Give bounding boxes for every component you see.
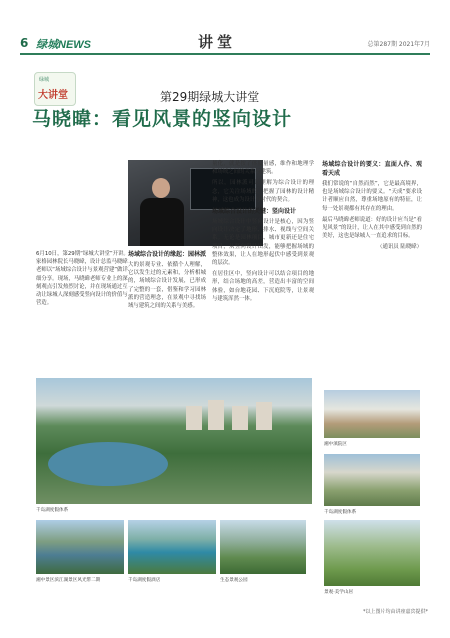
lake-shape xyxy=(48,442,168,486)
caption-i6: 生态景观公园 xyxy=(220,578,248,583)
issue-info: 总第287期 2021年7月 xyxy=(367,41,430,48)
column-a-text: 大的景观专业、依循个人理解，它以发生过的元素和，分析相城的，场域综合设计发展，已形成了完整的一套，借鉴和学习园林派的营造理念，在景观中寻找场域与建筑之间的关系与美感。 xyxy=(128,262,206,310)
author-signature: （通讯员 陆晓暐） xyxy=(377,244,422,251)
brand-logo: 绿城NEWS xyxy=(36,39,91,51)
column-c-p2: 最后马晓暐老师说道：好的设计应当是“看见风景”的设计，让人在其中感受到自然的美好，这也是绿城人一直追求的目标。 xyxy=(322,216,422,240)
page-header xyxy=(0,0,450,56)
mountain-retreat-image xyxy=(324,520,420,586)
caption-i4: 湘中景区滨江湖景区风光带二期 xyxy=(36,578,101,583)
column-b-p4: 在居住区中，竖向设计可以结合项目的地形，结合场地的高差，营造出丰富的空间体验，如台地花园、下沉庭院等，让景观与建筑浑然一体。 xyxy=(212,271,314,302)
building-shape xyxy=(208,400,224,430)
column-b-p3: 场域综合设计中竖向设计是核心，因为竖向设计决定了地形、排水、视线与空间关系。无论是园林项目、城市更新还是住宅项目，从竖向设计出发，能够把握场域的整体效果，让人在地形起伏中感受到景观的层次。 xyxy=(212,219,314,267)
speaker-head xyxy=(152,178,170,198)
column-a xyxy=(128,250,206,313)
column-b-heading: 场域综合设计的关键：竖向设计 xyxy=(212,208,297,216)
article-title: 马晓暐：看见风景的竖向设计 xyxy=(32,108,293,130)
photo-credit-footer: *以上图片均由讲座嘉宾提供* xyxy=(362,609,428,615)
lecture-logo xyxy=(34,72,76,106)
caption-i1: 千岛湖度假体系 xyxy=(36,508,69,513)
logo-small-text: 绿城 xyxy=(39,77,50,83)
section-title: 讲堂 xyxy=(198,33,237,51)
column-c xyxy=(322,160,422,255)
header-rule xyxy=(20,53,430,55)
building-shape xyxy=(232,406,248,430)
column-c-p1: 我们常说的“自然而然”，它是最高境界，也是场域综合设计的要义。“天成”要求设计者顺应自然，尊重场地原有的特征，让每一处景观都有其存在的理由。 xyxy=(322,181,422,212)
caption-i3: 千岛湖度假体系 xyxy=(324,510,357,515)
page-number: 6 xyxy=(20,36,29,50)
column-b-p1: 量化，就是按了体度量感，维作和地理学和场域之间的关系与建筑。 xyxy=(212,161,314,176)
column-b-p2: 所以，园林派可以理解为综合设计的理念，它关注场域的，把握了园林的设计精神，这也成为设计与时代的契合。 xyxy=(212,180,314,203)
column-b xyxy=(212,160,314,306)
campus-image xyxy=(324,390,420,438)
caption-i2: 湘中滇院区 xyxy=(324,442,347,447)
intro-paragraph: 6月10日，第29期“绿城大讲堂”开讲。家格园林院长马晓暐，设计总监马晓暐老师以“场域综合设计与景观营建”做详细分享。现场，马晓暐老师专业上的深刻观点引发热烈讨论，并在现场通过互动让绿城人深刻感受竖向设计的价值与营造。 xyxy=(36,251,129,307)
caption-i7: 景观·美学山居 xyxy=(324,590,354,595)
column-a-heading: 场域综合设计的缘起：园林派 xyxy=(128,251,207,258)
logo-big-text: 大讲堂 xyxy=(38,90,68,101)
park-image xyxy=(220,520,306,574)
speaker-body xyxy=(140,198,184,246)
riverside-image xyxy=(36,520,124,574)
resort-aerial-image xyxy=(36,378,312,504)
hotel-image xyxy=(128,520,216,574)
building-shape xyxy=(186,406,202,430)
building-shape xyxy=(256,402,272,430)
article-subtitle: 第29期绿城大讲堂 xyxy=(160,90,260,104)
column-c-heading: 场域综合设计的要义：直面人作、观看天成 xyxy=(322,161,422,177)
resort-image xyxy=(324,454,420,506)
caption-i5: 千岛湖度假酒店 xyxy=(128,578,161,583)
